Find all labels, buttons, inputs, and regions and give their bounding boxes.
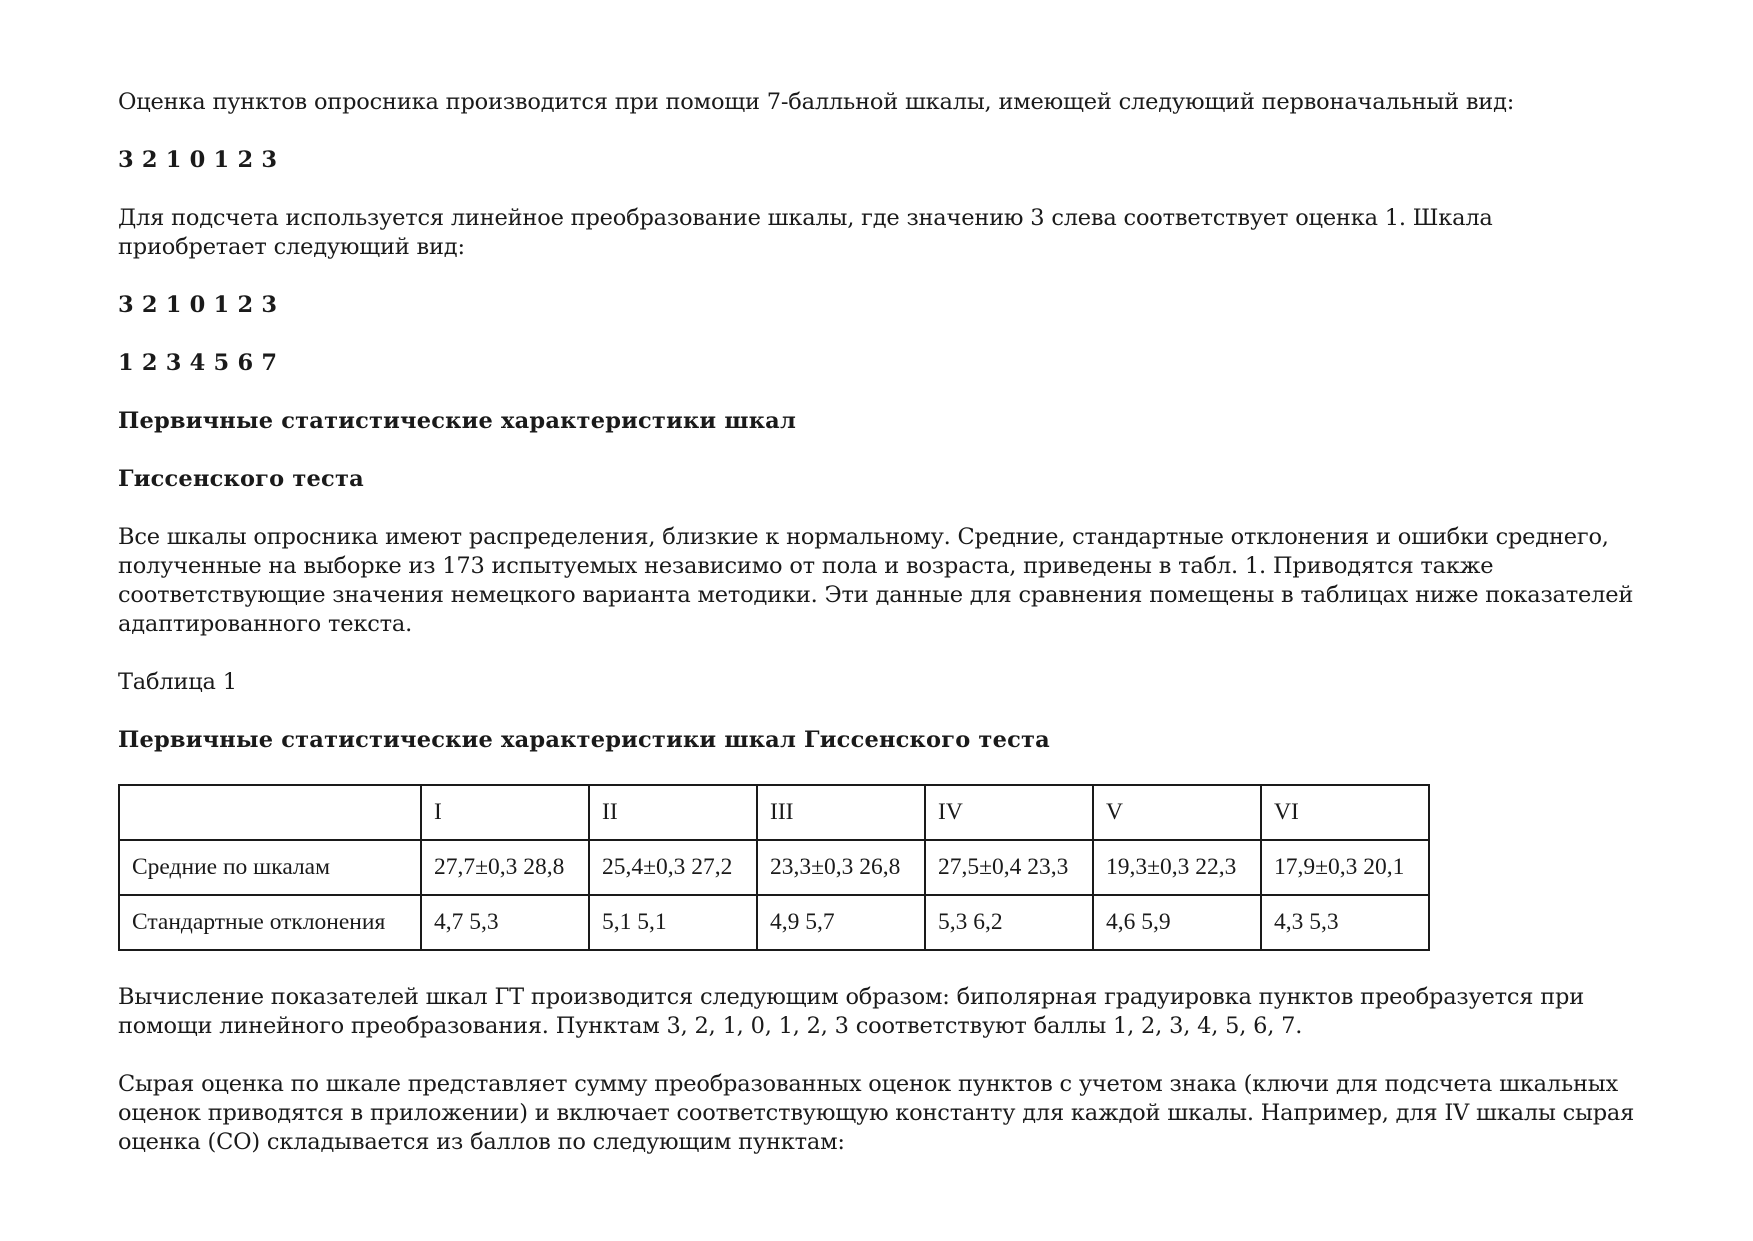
- computation-paragraph: Вычисление показателей шкал ГТ производится следующим образом: биполярная градуировка пунктов преобразуется при помощи линейного преобразования. Пунктам 3, 2, 1, 0, 1, 2, 3 соответствуют баллы 1, 2, 3, 4, 5, 6, 7.: [118, 984, 1585, 1039]
- table-cell: 5,3 6,2: [925, 895, 1093, 950]
- table-cell: 4,3 5,3: [1261, 895, 1429, 950]
- table-cell: 25,4±0,3 27,2: [589, 840, 757, 895]
- table-cell: 4,6 5,9: [1093, 895, 1261, 950]
- table-row: [119, 895, 1429, 950]
- table-header-cell: V: [1093, 785, 1261, 840]
- table-header-cell: IV: [925, 785, 1093, 840]
- transform-paragraph: Для подсчета используется линейное преобразование шкалы, где значению 3 слева соответствует оценка 1. Шкала приобретает следующий вид:: [118, 205, 1493, 260]
- intro-paragraph: Оценка пунктов опросника производится при помощи 7-балльной шкалы, имеющей следующий первоначальный вид:: [118, 89, 1515, 115]
- table-header-cell: [119, 785, 421, 840]
- scale-transformed-top: 3 2 1 0 1 2 3: [118, 292, 278, 318]
- table-cell: 17,9±0,3 20,1: [1261, 840, 1429, 895]
- table-header-row: [119, 785, 1429, 840]
- scale-original: 3 2 1 0 1 2 3: [118, 147, 278, 173]
- table-header-cell: VI: [1261, 785, 1429, 840]
- table-label: Таблица 1: [118, 669, 237, 695]
- section-heading-line2: Гиссенского теста: [118, 466, 364, 492]
- document-page: [118, 88, 1638, 1157]
- table-cell: 19,3±0,3 22,3: [1093, 840, 1261, 895]
- table-title: Первичные статистические характеристики шкал Гиссенского теста: [118, 727, 1050, 753]
- table-cell: 4,9 5,7: [757, 895, 925, 950]
- table-header-cell: I: [421, 785, 589, 840]
- table-row: [119, 840, 1429, 895]
- table-cell: 4,7 5,3: [421, 895, 589, 950]
- table-cell: 23,3±0,3 26,8: [757, 840, 925, 895]
- table-row-label: Средние по шкалам: [119, 840, 421, 895]
- table-cell: 5,1 5,1: [589, 895, 757, 950]
- section-heading-line1: Первичные статистические характеристики шкал: [118, 408, 797, 434]
- statistics-table: [118, 784, 1430, 951]
- scale-transformed-bottom: 1 2 3 4 5 6 7: [118, 350, 278, 376]
- table-cell: 27,5±0,4 23,3: [925, 840, 1093, 895]
- table-header-cell: III: [757, 785, 925, 840]
- table-cell: 27,7±0,3 28,8: [421, 840, 589, 895]
- distribution-paragraph: Все шкалы опросника имеют распределения, близкие к нормальному. Средние, стандартные отклонения и ошибки среднего, полученные на выборке из 173 испытуемых независимо от пола и возраста, приведены в табл. 1. Приводятся также соответствующие значения немецкого варианта методики. Эти данные для сравнения помещены в таблицах ниже показателей адаптированного текста.: [118, 524, 1634, 637]
- table-header-cell: II: [589, 785, 757, 840]
- table-row-label: Стандартные отклонения: [119, 895, 421, 950]
- raw-score-paragraph: Сырая оценка по шкале представляет сумму преобразованных оценок пунктов с учетом знака (ключи для подсчета шкальных оценок приводятся в приложении) и включает соответствующую константу для каждой шкалы. Например, для IV шкалы сырая оценка (СО) складывается из баллов по следующим пунктам:: [118, 1071, 1635, 1155]
